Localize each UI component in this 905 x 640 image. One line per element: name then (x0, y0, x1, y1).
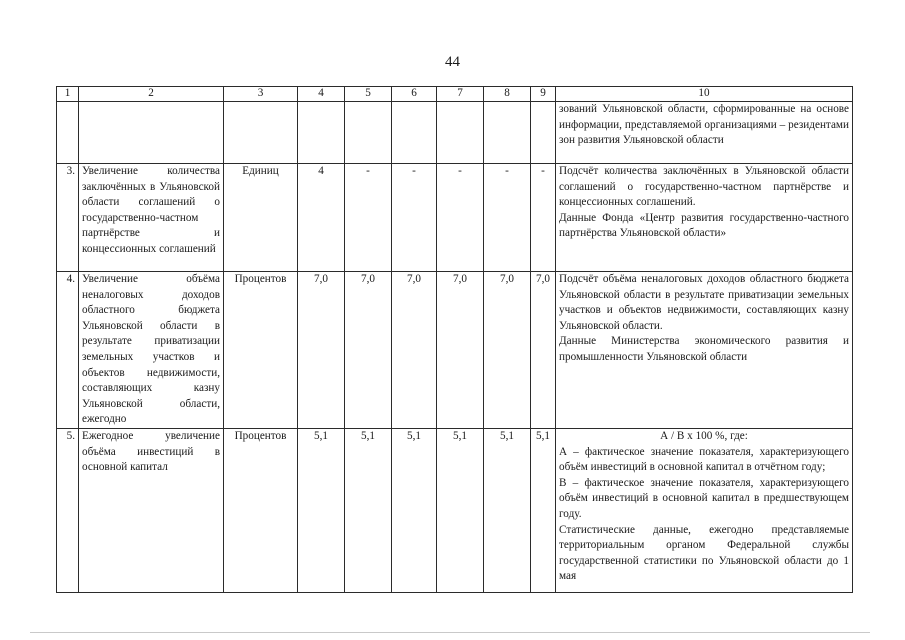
column-header: 5 (345, 87, 392, 102)
value-cell: - (437, 164, 484, 272)
indicator-name: Увеличение количества заключённых в Ульяновской области соглашений о государственно-частном партнёрстве и концессионных соглашений (79, 164, 224, 272)
value-cell: - (392, 164, 437, 272)
value-cell: 7,0 (484, 272, 531, 429)
value-cell: 5,1 (531, 428, 556, 592)
table-row (57, 428, 853, 592)
column-header: 7 (437, 87, 484, 102)
column-header: 8 (484, 87, 531, 102)
column-header: 3 (224, 87, 298, 102)
value-cell: 5,1 (345, 428, 392, 592)
page-number: 44 (445, 54, 460, 70)
header-row (57, 87, 853, 102)
row-number: 4. (57, 272, 79, 429)
source-cell (556, 272, 853, 429)
value-cell: 7,0 (392, 272, 437, 429)
source-paragraph: А – фактическое значение показателя, характеризующего объём инвестиций в основной капитал в отчётном году; (559, 445, 849, 474)
continuation-row (57, 102, 853, 164)
source-paragraph: В – фактическое значение показателя, характеризующего объём инвестиций в основной капитал в предшествующем году. (559, 476, 849, 520)
column-header: 10 (556, 87, 853, 102)
indicator-name: Увеличение объёма неналоговых доходов областного бюджета Ульяновской области в результате приватизации земельных участков и объектов недвижимости, составляющих казну Ульяновской области, ежегодно (79, 272, 224, 429)
value-cell: 7,0 (531, 272, 556, 429)
column-header: 1 (57, 87, 79, 102)
value-cell: 5,1 (298, 428, 345, 592)
unit-cell: Единиц (224, 164, 298, 272)
row-number: 5. (57, 428, 79, 592)
value-cell: 7,0 (437, 272, 484, 429)
column-header: 9 (531, 87, 556, 102)
indicators-table (56, 86, 853, 593)
source-paragraph: Статистические данные, ежегодно представляемые территориальным органом Федеральной службы государственной статистики по Ульяновской области до 1 мая (559, 523, 849, 583)
row-number: 3. (57, 164, 79, 272)
source-paragraph: Данные Фонда «Центр развития государственно-частного партнёрства Ульяновской области» (559, 211, 849, 240)
value-cell: 4 (298, 164, 345, 272)
value-cell: 5,1 (437, 428, 484, 592)
column-header: 2 (79, 87, 224, 102)
value-cell: 5,1 (484, 428, 531, 592)
unit-cell: Процентов (224, 428, 298, 592)
source-paragraph: Подсчёт объёма неналоговых доходов областного бюджета Ульяновской области в результате приватизации земельных участков и объектов недвижимости, составляющих казну Ульяновской области. (559, 273, 849, 332)
source-paragraph: Данные Министерства экономического развития и промышленности Ульяновской области (559, 335, 849, 363)
unit-cell: Процентов (224, 272, 298, 429)
source-cell (556, 164, 853, 272)
value-cell: - (484, 164, 531, 272)
table-row (57, 164, 853, 272)
table-row (57, 272, 853, 429)
scan-artifact-line (30, 632, 870, 633)
source-cell (556, 428, 853, 592)
value-cell: 7,0 (298, 272, 345, 429)
value-cell: 5,1 (392, 428, 437, 592)
source-paragraph: Подсчёт количества заключённых в Ульяновской области соглашений о государственно-частном партнёрстве и концессионных соглашений. (559, 165, 849, 209)
value-cell: - (531, 164, 556, 272)
value-cell: 7,0 (345, 272, 392, 429)
formula-text: А / В х 100 %, где: (660, 429, 748, 442)
indicator-name: Ежегодное увеличение объёма инвестиций в основной капитал (79, 428, 224, 592)
value-cell: - (345, 164, 392, 272)
column-header: 6 (392, 87, 437, 102)
column-header: 4 (298, 87, 345, 102)
source-cell: зований Ульяновской области, сформированные на основе информации, представляемой организациями – резидентами зон развития Ульяновской области (556, 102, 853, 164)
